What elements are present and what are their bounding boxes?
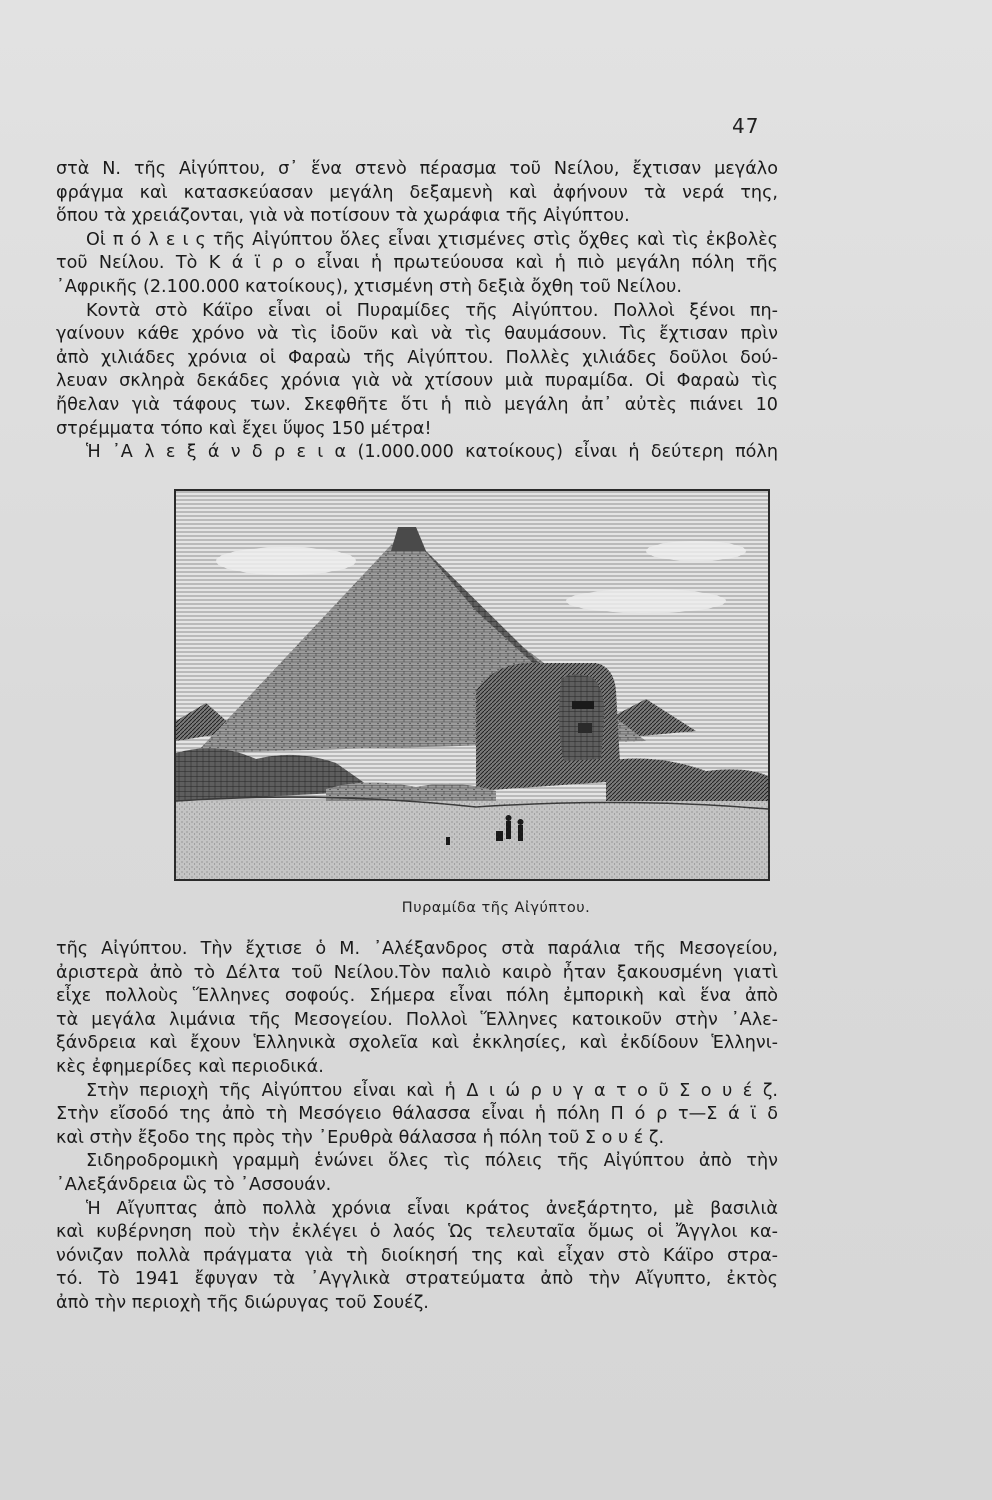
pyramid-engraving-figure [174, 489, 770, 881]
desert-sand [176, 801, 768, 879]
text-line: στὰ Ν. τῆς Αἰγύπτου, σ᾽ ἕνα στενὸ πέρασμα τοῦ Νείλου, ἔχτισαν μεγάλο [56, 159, 778, 179]
text-block-upper [56, 158, 778, 465]
text-line: τῆς Αἰγύπτου. Τὴν ἔχτισε ὁ Μ. ᾽Αλέξανδρος στὰ παράλια τῆς Μεσογείου, [56, 939, 778, 959]
text-line: τὰ μεγάλα λιμάνια τῆς Μεσογείου. Πολλοὶ Ἕλληνες κατοικοῦν στὴν ᾽Αλε- [56, 1009, 778, 1030]
text-line: εἶχε πολλοὺς Ἕλληνες σοφούς. Σήμερα εἶναι πόλη ἐμπορικὴ καὶ ἕνα ἀπὸ [56, 986, 778, 1007]
text-line: φράγμα καὶ κατασκεύασαν μεγάλη δεξαμενὴ καὶ ἀφήνουν τὰ νερά της, [56, 182, 778, 203]
text-line: ἀπὸ χιλιάδες χρόνια οἱ Φαραὼ τῆς Αἰγύπτου. Πολλὲς χιλιάδες δοῦλοι δού- [56, 347, 778, 368]
text-line: γαίνουν κάθε χρόνο νὰ τὶς ἰδοῦν καὶ νὰ τὶς θαυμάσουν. Τὶς ἔχτισαν πρὶν [56, 324, 778, 345]
text-line: Ἡ Αἴγυπτας ἀπὸ πολλὰ χρόνια εἶναι κράτος ἀνεξάρτητο, μὲ βασιλιὰ [86, 1198, 778, 1219]
text-line: Στὴν εἴσοδό της ἀπὸ τὴ Μεσόγειο θάλασσα εἶναι ἡ πόλη Π ό ρ τ—Σ ά ϊ δ [56, 1104, 778, 1125]
text-line: Οἱ π ό λ ε ι ς τῆς Αἰγύπτου ὅλες εἶναι χτισμένες στὶς ὄχθες καὶ τὶς ἐκβολὲς [86, 229, 778, 250]
text-line: νόνιζαν πολλὰ πράγματα γιὰ τὴ διοίκησή της καὶ εἶχαν στὸ Κάϊρο στρα- [56, 1245, 778, 1266]
sphinx-head [559, 674, 604, 761]
page-number: 47 [732, 114, 760, 138]
text-line: ἤθελαν γιὰ τάφους των. Σκεφθῆτε ὅτι ἡ πιὸ μεγάλη ἀπ᾽ αὐτὲς πιάνει 10 [56, 394, 778, 415]
text-line: καὶ στὴν ἔξοδο της πρὸς τὴν ᾽Ερυθρὰ θάλασσα ἡ πόλη τοῦ Σ ο υ έ ζ. [56, 1127, 665, 1148]
text-line: ὅπου τὰ χρειάζονται, γιὰ νὰ ποτίσουν τὰ χωράφια τῆς Αἰγύπτου. [56, 206, 630, 227]
text-line: λευαν σκληρὰ δεκάδες χρόνια γιὰ νὰ χτίσουν μιὰ πυραμίδα. Οἱ Φαραὼ τὶς [56, 371, 778, 392]
text-line: Κοντὰ στὸ Κάϊρο εἶναι οἱ Πυραμίδες τῆς Αἰγύπτου. Πολλοὶ ξένοι πη- [86, 300, 778, 321]
text-line: ξάνδρεια καὶ ἔχουν Ἑλληνικὰ σχολεῖα καὶ ἐκκλησίες, καὶ ἐκδίδουν Ἑλληνι- [56, 1033, 778, 1054]
text-block-lower [56, 938, 778, 1316]
text-line: καὶ κυβέρνηση ποὺ τὴν ἐκλέγει ὁ λαός Ὡς τελευταῖα ὅμως οἱ Ἄγγλοι κα- [56, 1222, 778, 1243]
text-line: Στὴν περιοχὴ τῆς Αἰγύπτου εἶναι καὶ ἡ Δ ι ώ ρ υ γ α τ ο ῦ Σ ο υ έ ζ. [86, 1080, 778, 1101]
pyramid-illustration [176, 491, 768, 879]
text-line: στρέμματα τόπο καὶ ἔχει ὕψος 150 μέτρα! [56, 418, 432, 439]
text-line: Σιδηροδρομικὴ γραμμὴ ἑνώνει ὅλες τὶς πόλεις τῆς Αἰγύπτου ἀπὸ τὴν [86, 1151, 778, 1172]
text-line: κὲς ἐφημερίδες καὶ περιοδικά. [56, 1056, 324, 1077]
text-line: ᾽Αφρικῆς (2.100.000 κατοίκους), χτισμένη στὴ δεξιὰ ὄχθη τοῦ Νείλου. [56, 276, 682, 297]
text-line: τοῦ Νείλου. Τὸ Κ ά ϊ ρ ο εἶναι ἡ πρωτεύουσα καὶ ἡ πιὸ μεγάλη πόλη τῆς [56, 253, 778, 274]
text-line: Ἡ ᾽Α λ ε ξ ά ν δ ρ ε ι α (1.000.000 κατοίκους) εἶναι ἡ δεύτερη πόλη [86, 442, 778, 463]
figure-caption: Πυραμίδα τῆς Αἰγύπτου. [401, 900, 591, 916]
text-line: ἀπὸ τὴν περιοχὴ τῆς διώρυγας τοῦ Σουέζ. [56, 1292, 429, 1313]
text-line: ἀριστερὰ ἀπὸ τὸ Δέλτα τοῦ Νείλου.Τὸν παλιὸ καιρὸ ἦταν ξακουσμένη γιατὶ [56, 962, 778, 983]
text-line: ᾽Αλεξάνδρεια ὣς τὸ ᾽Ασσουάν. [56, 1174, 332, 1195]
text-line: τό. Τὸ 1941 ἔφυγαν τὰ ᾽Αγγλικὰ στρατεύματα ἀπὸ τὴν Αἴγυπτο, ἐκτὸς [56, 1269, 778, 1290]
